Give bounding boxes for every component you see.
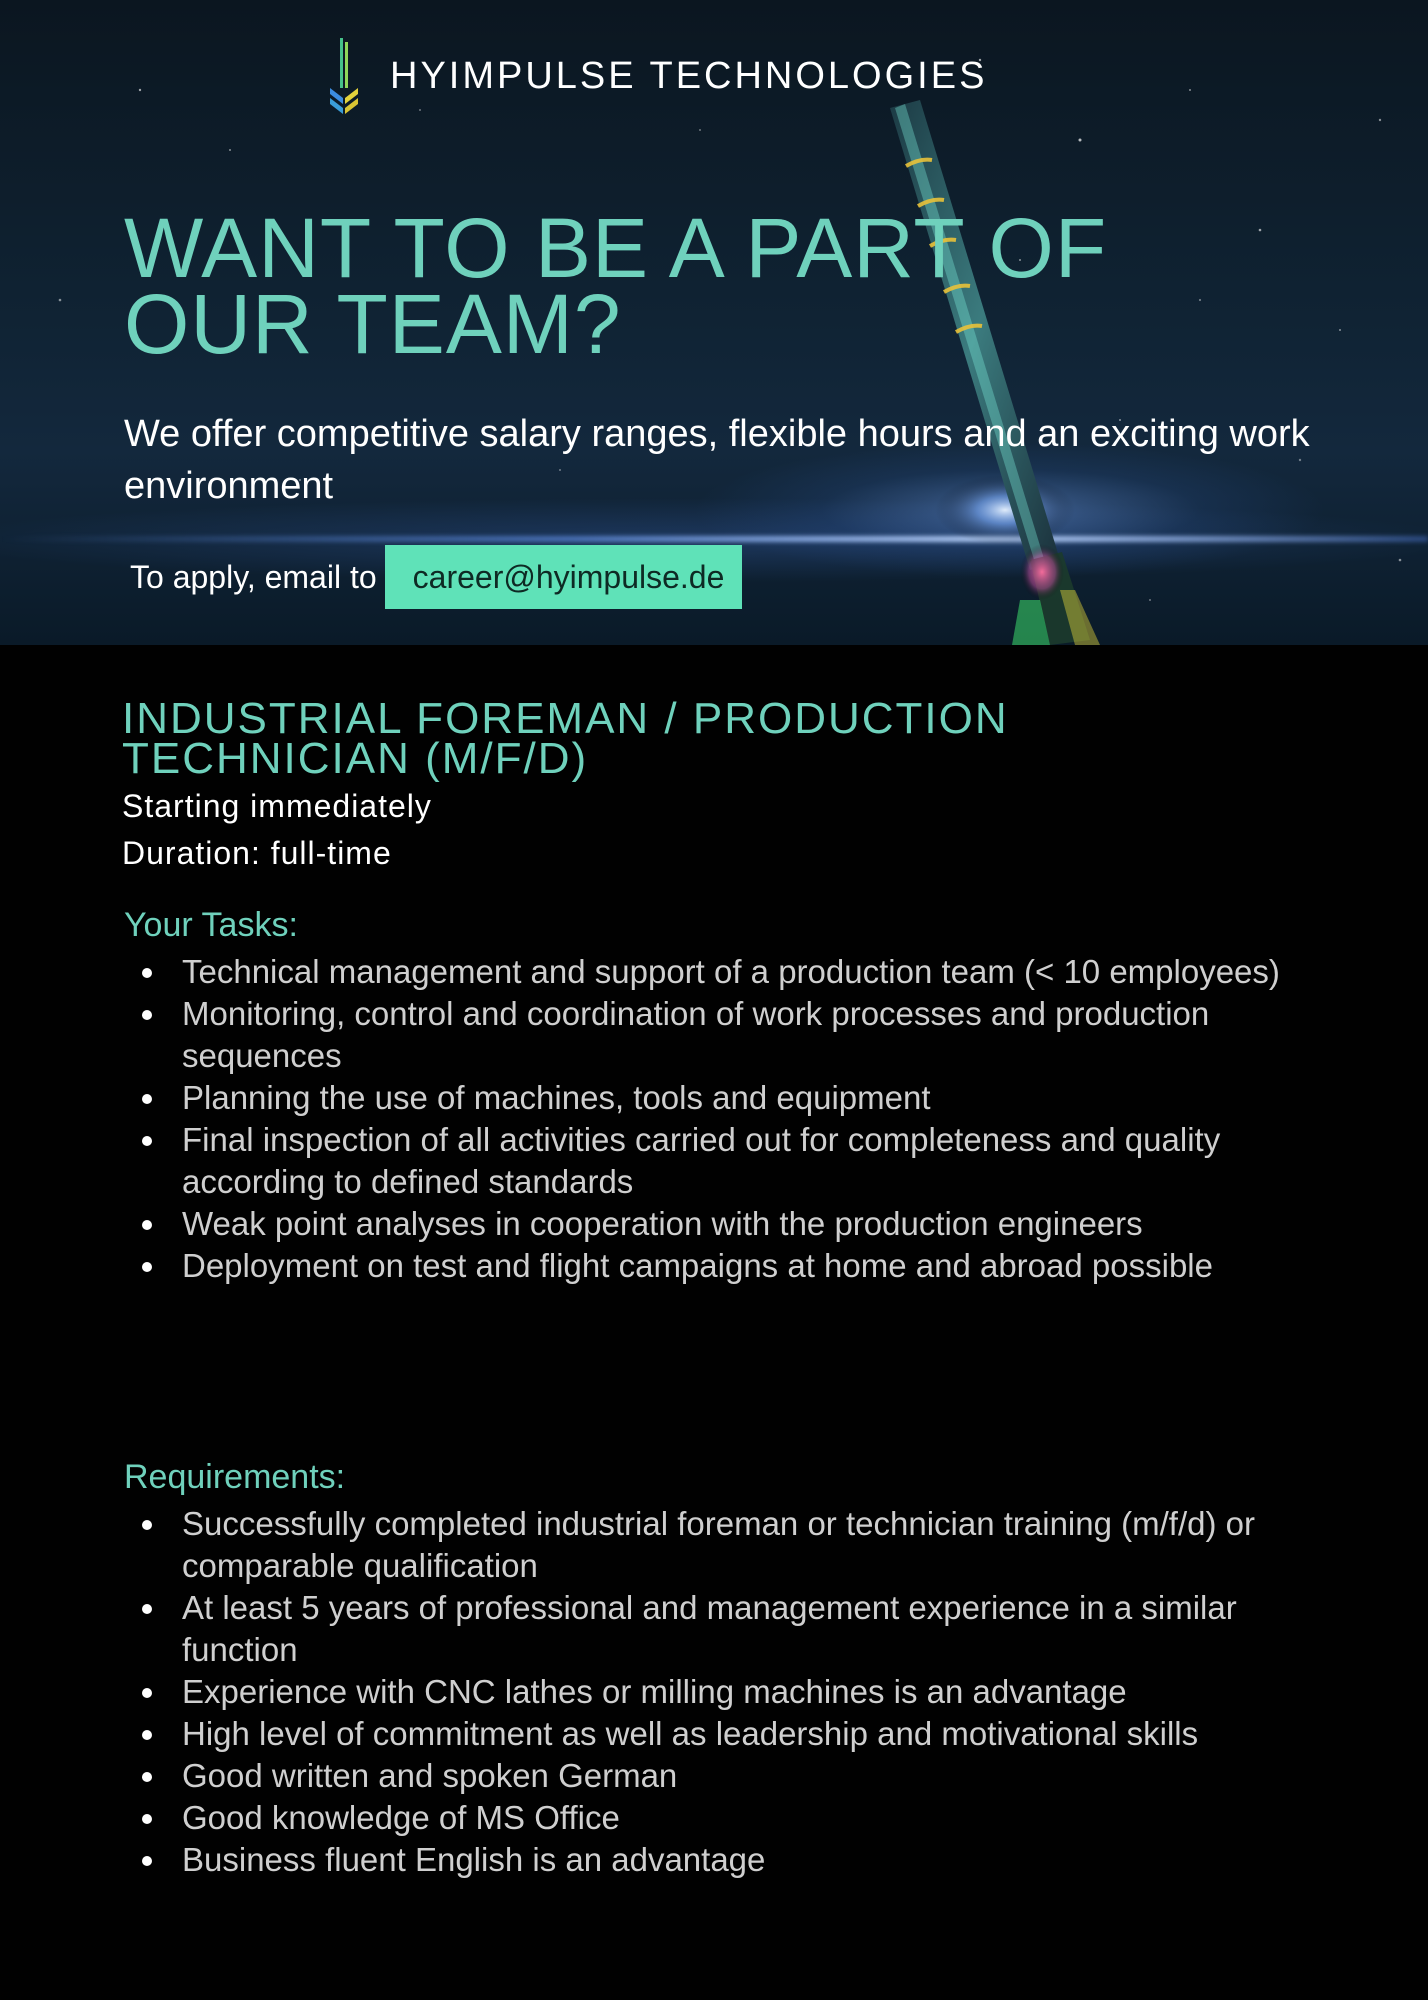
list-item: Experience with CNC lathes or milling machines is an advantage — [182, 1671, 1292, 1713]
list-item: Good written and spoken German — [182, 1755, 1292, 1797]
company-name: HYIMPULSE TECHNOLOGIES — [390, 54, 988, 97]
tasks-list — [182, 951, 1292, 1287]
brand-header — [326, 36, 987, 116]
apply-row — [130, 544, 742, 610]
email-link[interactable]: career@hyimpulse.de — [385, 545, 743, 609]
job-meta — [122, 783, 432, 877]
list-item: Technical management and support of a production team (< 10 employees) — [182, 951, 1292, 993]
list-item: Monitoring, control and coordination of work processes and production sequences — [182, 993, 1292, 1077]
list-item: Good knowledge of MS Office — [182, 1797, 1292, 1839]
list-item: Weak point analyses in cooperation with the production engineers — [182, 1203, 1292, 1245]
hero-subtitle: We offer competitive salary ranges, flexible hours and an exciting work environment — [124, 413, 1310, 507]
list-item: Planning the use of machines, tools and equipment — [182, 1077, 1292, 1119]
requirements-list — [182, 1503, 1292, 1881]
job-duration: Duration: full-time — [122, 835, 392, 871]
tasks-heading: Your Tasks: — [124, 906, 298, 944]
list-item: At least 5 years of professional and management experience in a similar function — [182, 1587, 1292, 1671]
hyimpulse-logo — [326, 36, 362, 116]
list-item: Business fluent English is an advantage — [182, 1839, 1292, 1881]
hero-title: WANT TO BE A PART OF OUR TEAM? — [124, 201, 1108, 371]
list-item: Deployment on test and flight campaigns at home and abroad possible — [182, 1245, 1292, 1287]
list-item: High level of commitment as well as leadership and motivational skills — [182, 1713, 1292, 1755]
job-start: Starting immediately — [122, 788, 432, 824]
job-title: INDUSTRIAL FOREMAN / PRODUCTION TECHNICIAN (M/F/D) — [122, 694, 1009, 783]
requirements-heading: Requirements: — [124, 1458, 346, 1496]
list-item: Successfully completed industrial foreman or technician training (m/f/d) or comparable qualification — [182, 1503, 1292, 1587]
apply-label: To apply, email to — [130, 558, 377, 595]
hero-banner — [0, 0, 1428, 645]
job-details — [0, 645, 1428, 2000]
list-item: Final inspection of all activities carried out for completeness and quality according to defined standards — [182, 1119, 1292, 1203]
